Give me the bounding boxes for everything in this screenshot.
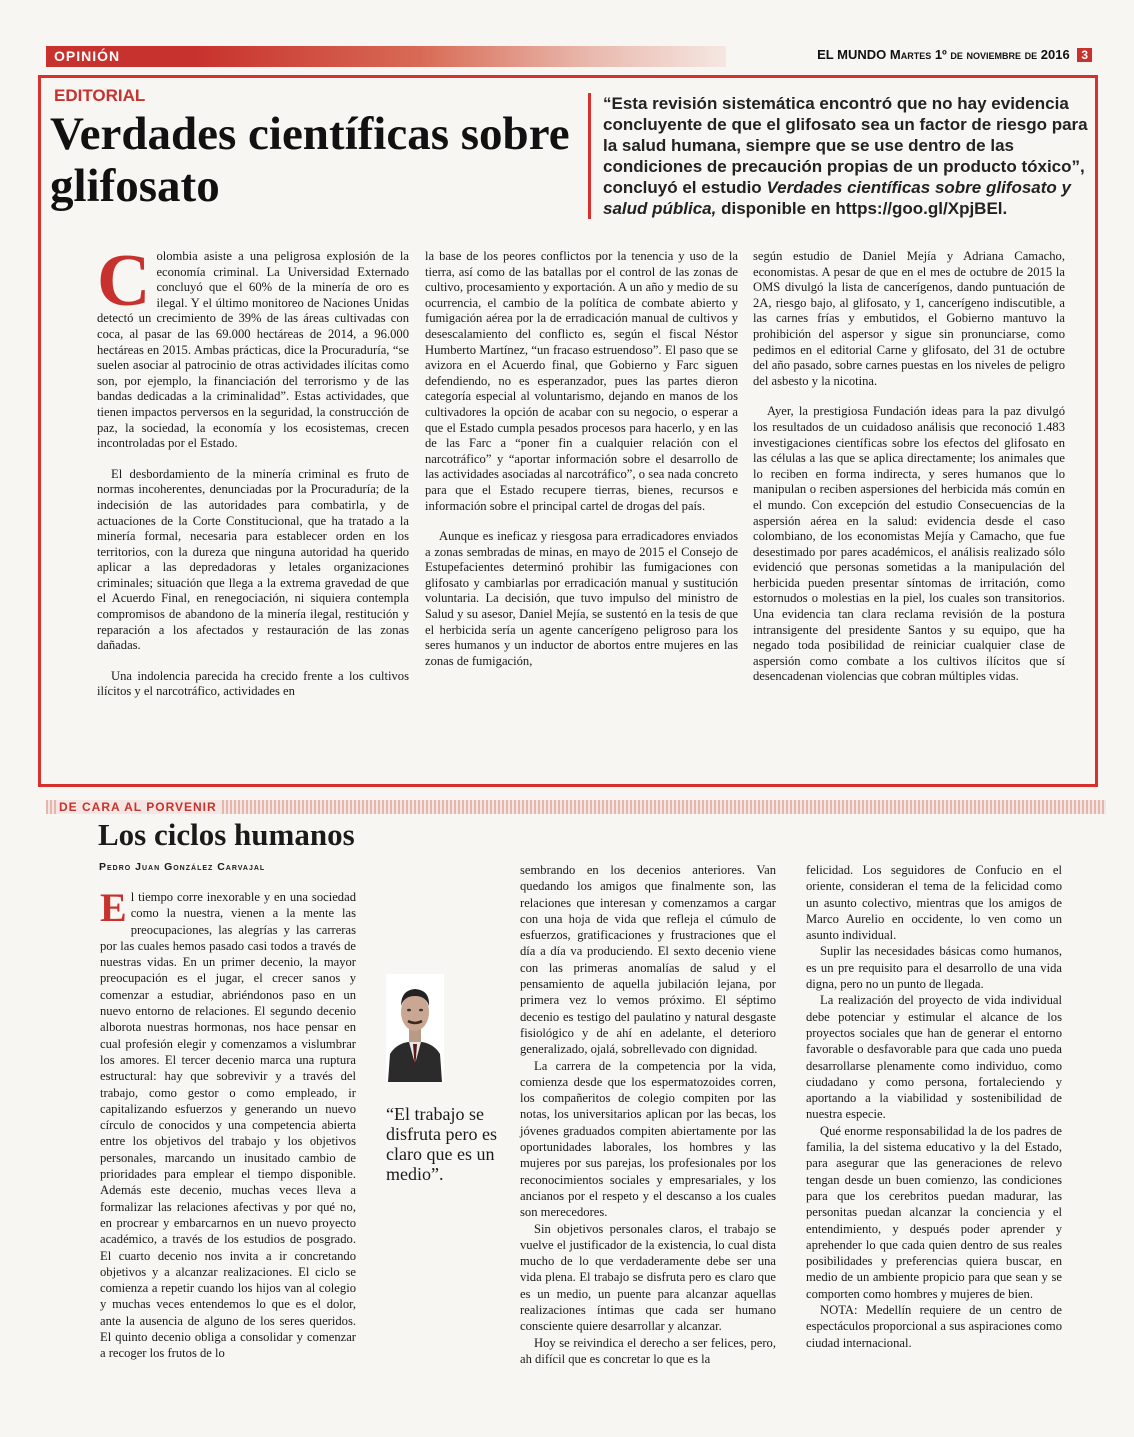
paragraph: Ayer, la prestigiosa Fundación ideas para la paz divulgó los resultados de un cuidadoso análisis que reconoció 1.483 investigaciones científicas sobre los efectos del glifosato en las células a las que se aplica directamente; los animales que lo reciben en forma indirecta, y seres humanos que lo manipulan o reciben aspersiones del herbicida más común en el mundo. Con excepción del estudio Consecuencias de la aspersión aérea en la salud: evidencia desde el caso colombiano, de los economistas Mejía y Camacho, que fue desestimado por pares académicos, el análisis realizado sólo evidenció que personas sometidas a la manipulación del herbicida pueden presentar síntomas de irritación, como estornudos o molestias en la piel, los cuales son transitorios. Una evidencia tan clara reclama revisión de la postura intransigente del presidente Santos y su equipo, que ha negado toda posibilidad de reiniciar cualquier clase de aspersión como combate a los cultivos ilícitos que sí desencadenan violencias que cobran múltiples vidas. — [753, 404, 1065, 684]
newspaper-name: EL MUNDO — [817, 47, 887, 62]
paragraph: El tiempo corre inexorable y en una sociedad como la nuestra, vienen a la mente las preocupaciones, las alegrías y las carreras por las cuales hemos pasado casi todos a través de nuestras vidas. En un primer decenio, la mayor preocupación es el jugar, el crecer sanos y comenzar a estudiar, abriéndonos paso en un nuevo entorno de relaciones. El segundo decenio alborota nuestras hormonas, nos hace pensar en cual profesión elegir y comenzamos a vislumbrar los amores. El tercer decenio marca una ruptura estructural: hay que sobrevivir y a través del trabajo, como gestor o como empleado, ir capitalizando esfuerzos y generando un nuevo círculo de conocidos y una competencia abierta entre los objetivos del trabajo y los objetivos personales, marcando un inusitado cambio de prioridades para emplear el tiempo disponible. Además este decenio, muchas veces lleva a formalizar las relaciones afectivas y por qué no, en procrear y embarcarnos en un nuevo proyecto académico, a través de los estudios de posgrado. El cuarto decenio nos invita a ir concretando objetivos y a alcanzar realizaciones. El ciclo se comienza a repetir cuando los hijos van al colegio y muchas veces entendemos lo que es el dolor, ante la ausencia de alguno de los seres queridos. El quinto decenio obliga a consolidar y comenzar a recoger los frutos de lo — [100, 885, 356, 1361]
drop-cap: C — [97, 240, 151, 322]
quote-link: disponible en https://goo.gl/XpjBEl. — [721, 199, 1008, 218]
editorial-headline: Verdades científicas sobre glifosato — [50, 108, 570, 212]
section-label: DE CARA AL PORVENIR — [56, 800, 220, 814]
masthead — [817, 47, 1092, 62]
article-column-2 — [520, 862, 776, 1367]
paragraph: NOTA: Medellín requiere de un centro de espectáculos proporcional a sus aspiraciones como ciudad internacional. — [806, 1303, 1062, 1350]
paragraph: Suplir las necesidades básicas como humanos, es un pre requisito para el desarrollo de una vida digna, pero no un punto de llegada. — [806, 944, 1062, 992]
page-number: 3 — [1077, 48, 1092, 62]
article-column-3 — [806, 862, 1062, 1351]
quote-study-title: Verdades científicas sobre glifosato y salud pública, — [603, 178, 1071, 218]
drop-cap: E — [100, 885, 127, 930]
paragraph: la base de los peores conflictos por la tenencia y uso de la tierra, así como de las batallas por el control de las zonas de cultivo, procesamiento y exportación. A un año y medio de su ocurrencia, el cambio de la política de combate abierto y fumigación aérea por la de erradicación manual de cultivos y desescalamiento del conflicto es, según el fiscal Néstor Humberto Martínez, “un fracaso estruendoso”. El paso que se avizora en el Acuerdo final, que Gobierno y Farc siguen defendiendo, no es esperanzador, pues las partes dieron categoría especial al voluntarismo, dejando en manos de los cultivadores la opción de acabar con su negocio, o esperar a que el Estado cumpla pesados procesos para hacerlo, y en las de las Farc a “poner fin a cualquier relación con el narcotráfico” y “aportar información sobre el desarrollo de las actividades asociadas al narcotráfico”, o sea nada concreto para que el Estado recupere tierras, bienes, recursos e información sobre el principal cartel de drogas del país. — [425, 249, 738, 513]
issue-date: Martes 1º de noviembre de 2016 — [889, 47, 1070, 62]
author-photo — [386, 974, 444, 1082]
byline: Pedro Juan González Carvajal — [99, 861, 266, 873]
quote-text: “Esta revisión sistemática encontró que no hay evidencia concluyente de que el glifosato sea un factor de riesgo para la salud humana, siempre que se use dentro de las condiciones de precaución propias de un producto tóxico”, concluyó el estudio — [603, 94, 1088, 197]
paragraph: Una indolencia parecida ha crecido frente a los cultivos ilícitos y el narcotráfico, actividades en — [97, 668, 409, 699]
paragraph: Colombia asiste a una peligrosa explosión de la economía criminal. La Universidad Externado concluyó que el 60% de la minería de oro es ilegal. Y el último monitoreo de Naciones Unidas detectó un crecimiento de 39% de las áreas cultivadas con coca, al pasar de las 69.000 hectáreas de 2014, a 96.000 hectáreas en 2015. Ambas prácticas, dice la Procuraduría, “se suelen asociar al patrocinio de otras actividades ilícitas como son, por ejemplo, la financiación del terrorismo y de las bandas dedicadas a la criminalidad”. Estas actividades, que tienen impactos perversos en la seguridad, la construcción de paz, la sociedad, la economía y los ecosistemas, crecen incontroladas por el Estado. — [97, 240, 409, 451]
paragraph: La carrera de la competencia por la vida, comienza desde que los espermatozoides corren, los compañeritos de colegio compiten por las notas, los universitarios aplican por las becas, los jóvenes graduados compiten abiertamente por las oportunidades laborales, los hombres y las mujeres por sus parejas, los profesionales por los reconocimientos sociales y empresariales, y los ancianos por el respeto y el descanso a los cuales son merecedores. — [520, 1058, 776, 1220]
section-header-opinion — [46, 46, 726, 67]
section-label: OPINIÓN — [54, 48, 121, 64]
paragraph: Aunque es ineficaz y riesgosa para erradicadores enviados a zonas sembradas de minas, en mayo de 2015 el Consejo de Estupefacientes determinó prohibir las fumigaciones con glifosato y cambiarlas por erradicación manual y sustitución voluntaria. La decisión, que tuvo impulso del ministro de Salud y su asesor, Daniel Mejía, se sustentó en la tesis de que el herbicida sería un agente cancerígeno peligroso para los seres humanos y un inductor de abortos entre mujeres en las zonas de fumigación, — [425, 529, 738, 668]
editorial-column-2 — [425, 249, 738, 669]
article-column-1 — [100, 885, 356, 1362]
section-header-de-cara-al-porvenir — [46, 800, 1106, 814]
editorial-column-3 — [753, 249, 1065, 685]
paragraph: según estudio de Daniel Mejía y Adriana Camacho, economistas. A pesar de que en el mes de octubre de 2015 la OMS divulgó la lista de cancerígenos, dando puntuación de 2A, riesgo bajo, al glifosato, y 1, cancerígeno indiscutible, a las carnes frías y embutidos, el Gobierno mantuvo la prohibición del aspersor y sigue sin pronunciarse, como pedimos en el editorial Carne y glifosato, del 31 de octubre del año pasado, sobre carnes puestas en los niveles de peligro del asbesto y la nicotina. — [753, 249, 1065, 388]
paragraph: Qué enorme responsabilidad la de los padres de familia, la del sistema educativo y la del Estado, para asegurar que las generaciones de relevo tengan desde un buen comienzo, las condiciones para que los cerebritos puedan madurar, las personitas puedan alcanzar la conciencia y el entendimiento, y después poder aprender y aprehender lo que cada quien dentro de sus reales posibilidades y preferencias quiera buscar, en medio de un ambiente propicio para que sean y se comporten como hombres y mujeres de bien. — [806, 1123, 1062, 1301]
paragraph: Hoy se reivindica el derecho a ser felices, pero, ah difícil que es concretar lo que es la — [520, 1335, 776, 1366]
paragraph: felicidad. Los seguidores de Confucio en el oriente, consideran el tema de la felicidad como un asunto colectivo, mientras que los amigos de Marco Aurelio en occidente, lo ven como un asunto individual. — [806, 863, 1062, 943]
photo-pull-quote: “El trabajo se disfruta pero es claro que es un medio”. — [386, 1104, 497, 1184]
paragraph: Sin objetivos personales claros, el trabajo se vuelve el justificador de la existencia, lo cual dista mucho de lo que verdaderamente debe ser una vida plena. El trabajo se disfruta pero es claro que es un medio, un puente para alcanzar aquellas realizaciones íntimas que cada ser humano consciente quiere desarrollar y alcanzar. — [520, 1221, 776, 1334]
editorial-kicker: EDITORIAL — [54, 86, 146, 105]
paragraph: sembrando en los decenios anteriores. Van quedando los amigos que finalmente son, las relaciones que interesan y comenzamos a cargar con una hoja de vida que refleja el cúmulo de esfuerzos, gratificaciones y frustraciones que el día a día va produciendo. El sexto decenio viene con las primeras anomalías de salud y el pensamiento de aquella jubilación lejana, por primera vez lo vemos próximo. El séptimo decenio es testigo del paulatino y natural desgaste fisiológico y de ahí en adelante, el deterioro generalizado, ojalá, sobrellevado con dignidad. — [520, 863, 776, 1057]
pull-quote — [588, 93, 1103, 219]
article-headline: Los ciclos humanos — [98, 817, 355, 852]
editorial-column-1 — [97, 240, 409, 700]
paragraph: El desbordamiento de la minería criminal es fruto de normas incoherentes, denunciadas por la Procuraduría; de la indecisión de las autoridades para combatirla, y de actuaciones de la Corte Constitucional, que ha tratado a la minería formal, necesaria para establecer orden en los territorios, con la dureza que ninguna autoridad ha querido aplicar a las depredadoras y letales organizaciones criminales; situación que llega a la extrema gravedad de que el Acuerdo Final, en renegociación, ni siquiera contempla compromisos de abandono de la minería ilegal, restitución y reparación a los afectados y restauración de las zonas dañadas. — [97, 466, 409, 653]
paragraph: La realización del proyecto de vida individual debe potenciar y estimular el alcance de los proyectos sociales que han de generar el entorno favorable o desfavorable para que cada uno pueda desarrollarse plenamente como individuo, como ciudadano y como persona, fortaleciendo y aportando a la viabilidad y sostenibilidad de nuestra especie. — [806, 993, 1062, 1122]
